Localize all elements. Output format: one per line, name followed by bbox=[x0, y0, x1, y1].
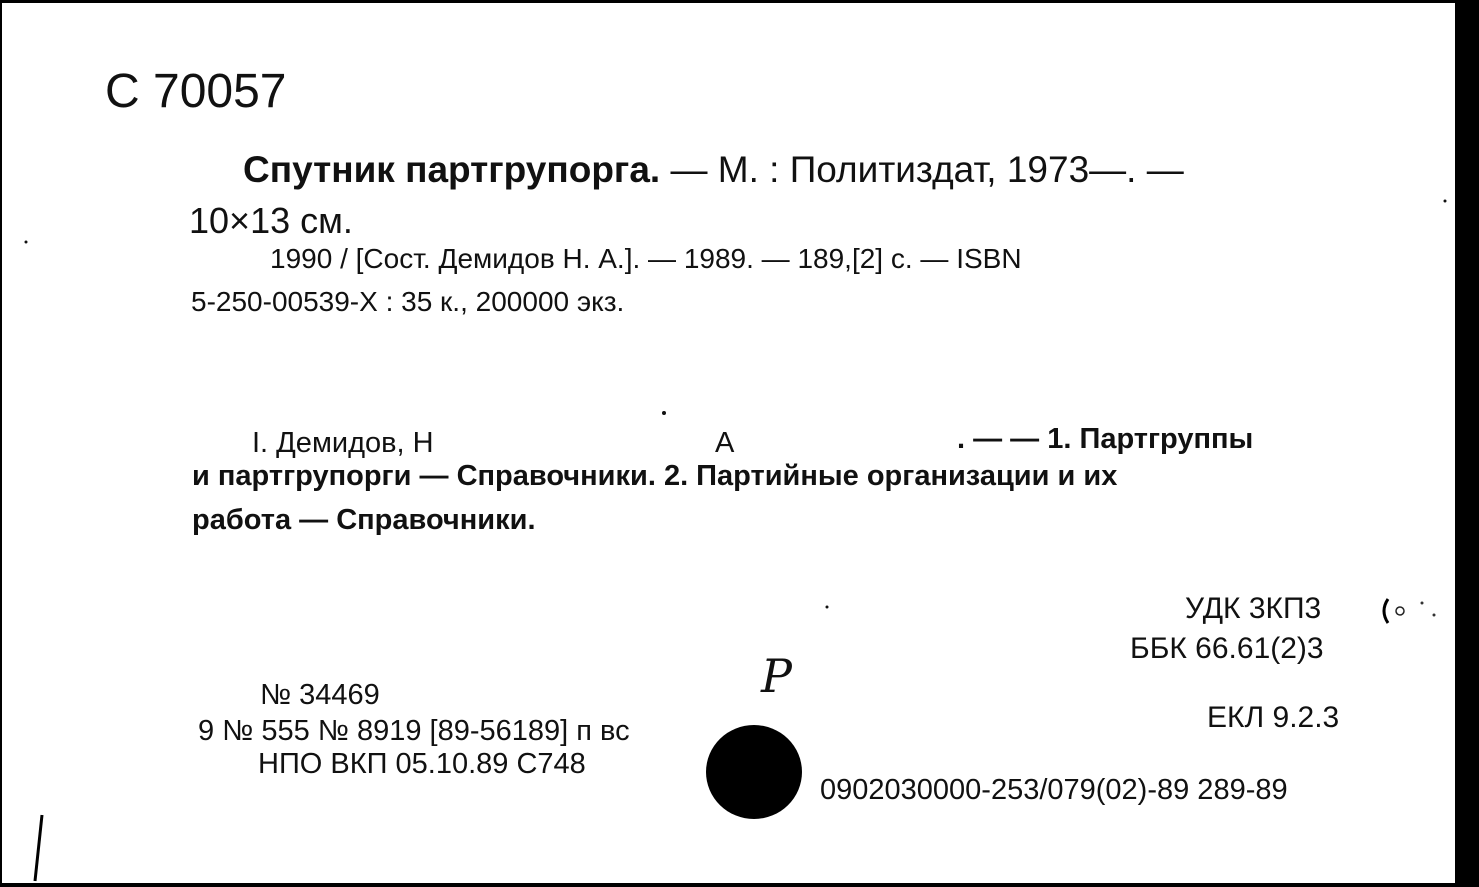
printer-line: НПО ВКП 05.10.89 С748 bbox=[258, 748, 586, 780]
bbk-index: ББК 66.61(2)3 bbox=[1130, 632, 1324, 665]
call-number: С 70057 bbox=[105, 65, 287, 118]
tracing-initial: А bbox=[715, 427, 735, 459]
ink-blot bbox=[2, 3, 1455, 883]
order-details: 9 № 555 № 8919 [89-56189] п вс bbox=[198, 715, 630, 747]
order-number: № 34469 bbox=[260, 679, 380, 711]
title-heading: Спутник партгрупорга. bbox=[243, 149, 661, 190]
tracing-line-2: и партгрупорги — Справочники. 2. Партийные организации и их bbox=[192, 460, 1118, 492]
classification-code: 0902030000-253/079(02)-89 289-89 bbox=[820, 774, 1288, 806]
tracing-line-3: работа — Справочники. bbox=[192, 504, 536, 536]
udk-index: УДК 3КП3 bbox=[1185, 592, 1322, 625]
volume-line-2: 5-250-00539-Х : 35 к., 200000 экз. bbox=[191, 286, 625, 317]
handwritten-mark: Р bbox=[761, 649, 792, 703]
ekl-index: ЕКЛ 9.2.3 bbox=[1207, 701, 1340, 734]
size-line: 10×13 см. bbox=[189, 200, 353, 241]
title-imprint: — М. : Политиздат, 1973—. — bbox=[660, 149, 1184, 190]
catalog-card bbox=[2, 3, 1455, 883]
tracing-subjects: . — — 1. Партгруппы bbox=[957, 423, 1254, 455]
volume-line-1: 1990 / [Сост. Демидов Н. А.]. — 1989. — 189,[2] с. — ISBN bbox=[270, 243, 1022, 274]
tracing-label: I. Демидов, Н bbox=[252, 427, 434, 459]
